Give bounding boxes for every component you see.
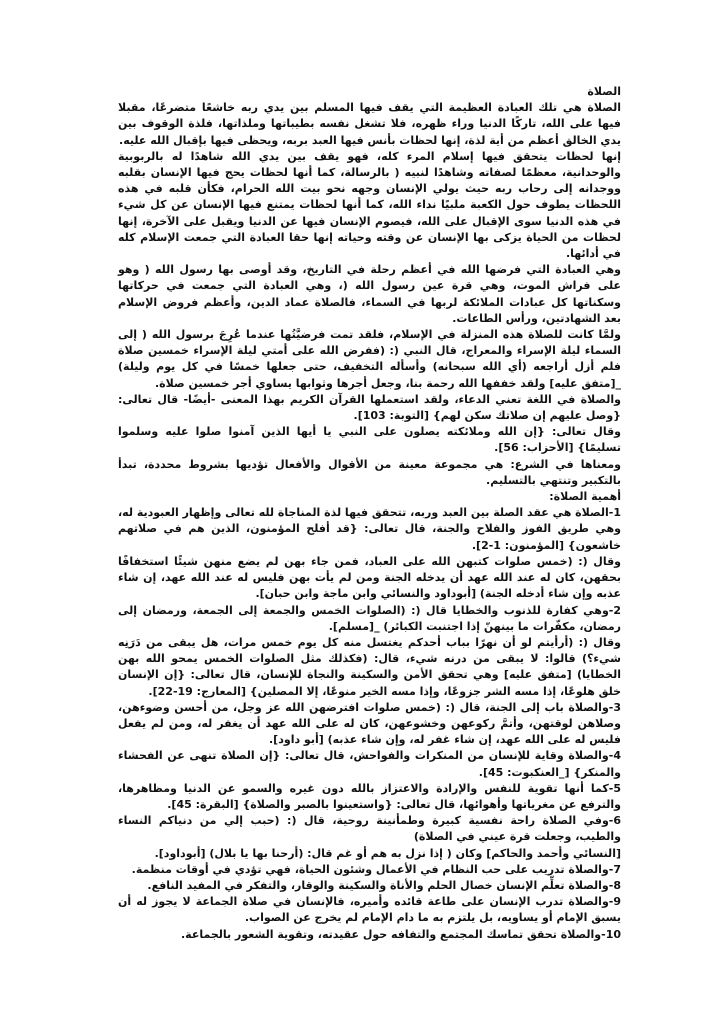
paragraph: والصلاة في اللغة تعني الدعاء، ولقد استعملها القرآن الكريم بهذا المعنى -أيضًا- قال تعالى: {وصل عليهم إن صلاتك سكن لهم} [التوبة: 103]. bbox=[118, 392, 621, 423]
paragraph: 4-والصلاة وقاية للإنسان من المنكرات والفواحش، قال تعالى: {إن الصلاة تنهى عن الفحشاء والمنكر} [_العنكبوت: 45]. bbox=[118, 749, 621, 779]
paragraph: [النسائي وأحمد والحاكم] وكان ( إذا نزل به هم أو غم قال: (أرحنا بها يا بلال) [أبوداود]. bbox=[154, 846, 621, 860]
paragraph: 8-والصلاة تعلِّم الإنسان خصال الحلم والأناة والسكينة والوقار، والتفكر في المفيد النافع. bbox=[147, 878, 621, 892]
section-heading: أهمية الصلاة: bbox=[549, 490, 621, 504]
paragraph: ولمَّا كانت للصلاة هذه المنزلة في الإسلام، فلقد تمت فرضيَّتُها عندما عُرِجَ برسول الله ( إلى السماء ليلة الإسراء والمعراج، قال النبي (: (ففرض الله على أمتي ليلة الإسراء خمسين صلاة فلم أزل أراجعه (أي الله سبحانه) وأسأله التخفيف، حتى جعلها خمسًا في كل يوم وليلة) _[متفق عليه] ولقد خففها الله رحمة بنا، وجعل أجرها وثوابها يساوي أجر خمسين صلاة. bbox=[118, 328, 621, 390]
paragraph: الصلاة هي تلك العبادة العظيمة التي يقف فيها المسلم بين يدي ربه خاشعًا متضرعًا، مقبلا فيها على الله، تاركًا الدنيا وراء ظهره، فلا تشغل نفسه بطيباتها وملذاتها، فلذة الوقوف بين يدي الخالق أعظم من أية لذة، إنها لحظات بأنس فيها العبد بربه، ويحظى فيها بإقبال الله عليه. bbox=[118, 101, 621, 147]
paragraph: إنها لحظات يتحقق فيها إسلام المرء كله، فهو يقف بين يدي الله شاهدًا له بالربوبية والوحدانية، معظمًا لصفاته وشاهدًا لنبيه ( بالرسالة، كما أنها لحظات يحج فيها الإنسان بقلبه ووجدانه إلى رحاب ربه حيث يولي الإنسان وجهه نحو بيت الله الحرام، فكأن قلبه في هذه اللحظات يطوف حول الكعبة ملبيًا نداء الله، كما أنها لحظات يمتنع فيها الإنسان عن كل شيء في هذه الدنيا سوى الإقبال على الله، فيصوم الإنسان فيها عن الدنيا ويقبل على الآخرة، إنها لحظات من الحياة يزكى بها الإنسان عن وقته وحياته إنها حقا العبادة التي جمعت الإسلام كله في أدائها. bbox=[118, 149, 621, 261]
paragraph: ومعناها في الشرع: هي مجموعة معينة من الأقوال والأفعال تؤديها بشروط محددة، تبدأ بالتكبير وتنتهي بالتسليم. bbox=[118, 457, 621, 487]
document-title: الصلاة bbox=[587, 85, 621, 98]
paragraph: 3-والصلاة باب إلى الجنة، قال (: (خمس صلوات افترضهن الله عز وجل، من أحسن وضوءهن، وصلاهن لوقتهن، وأتمَّ ركوعهن وخشوعهن، كان له على الله عهد أن يغفر له، ومن لم يفعل فليس له على الله عهد، إن شاء غفر له، وإن شاء عذبه) [أبو داود]. bbox=[118, 700, 621, 747]
paragraph: 1-الصلاة هي عقد الصلة بين العبد وربه، تتحقق فيها لذة المناجاة لله تعالى وإظهار العبودية له، وهي طريق الفوز والفلاح والجنة، قال تعالى: {قد أفلح المؤمنون، الذين هم في صلاتهم خاشعون} [المؤمنون: 1-2]. bbox=[118, 506, 621, 552]
paragraph: وقال (: (خمس صلوات كتبهن الله على العباد، فمن جاء بهن لم يضع منهن شيئًا استخفافًا بحقهن، كان له عند الله عهد أن يدخله الجنة ومن لم يأت بهن فليس له عند الله عهد، إن شاء عذبه وإن شاء أدخله الجنة) [أبوداود والنسائي وابن ماجة وابن حبان]. bbox=[118, 554, 621, 601]
paragraph: وقال تعالى: {إن الله وملائكته يصلون على النبي يا أيها الذين آمنوا صلوا عليه وسلموا تسليمًا} [الأحزاب: 56]. bbox=[118, 425, 621, 455]
paragraph: وهي العبادة التي فرضها الله في أعظم رحلة في التاريخ، وقد أوصى بها رسول الله ( وهو على فراش الموت، وهي قرة عين رسول الله (، وهي العبادة التي جمعت في حركاتها وسكناتها كل عبادات الملائكة لربها في السماء، فالصلاة عماد الدين، وأعظم فروض الإسلام بعد الشهادتين، ورأس الطاعات. bbox=[118, 263, 621, 325]
paragraph: 6-وفي الصلاة راحة نفسية كبيرة وطمأنينة روحية، قال (: (حبب إلي من دنياكم النساء والطيب، وجعلت قرة عيني في الصلاة) bbox=[118, 814, 621, 844]
paragraph: 10-والصلاة تحقق تماسك المجتمع والتفافه حول عقيدته، وتقوية الشعور بالجماعة. bbox=[180, 927, 621, 941]
paragraph: 9-والصلاة تدرب الإنسان على طاعة قائده وأميره، فالإنسان في صلاة الجماعة لا يجوز له أن يسبق الإمام أو يساويه، بل يلتزم به ما دام الإمام لم يخرج عن الصواب. bbox=[118, 895, 621, 925]
paragraph: 7-والصلاة تدريب على حب النظام في الأعمال وشئون الحياة، فهي تؤدي في أوقات منظمة. bbox=[131, 862, 621, 876]
paragraph: 5-كما أنها تقوية للنفس والإرادة والاعتزاز بالله دون غيره والسمو عن الدنيا ومظاهرها، والترفع عن مغرياتها وأهوائها، قال تعالى: {واستعينوا بالصبر والصلاة} [البقرة: 45]. bbox=[118, 781, 621, 811]
paragraph: وقال (: (أرأيتم لو أن نهرًا بباب أحدكم يغتسل منه كل يوم خمس مرات، هل يبقى من دَرَنِه شيء؟) قالوا: لا يبقى من درنه شيء، قال: (فكذلك مثل الصلوات الخمس يمحو الله بهن الخطايا) [متفق عليه] وهي تحقق الأمن والسكينة والنجاة للإنسان، قال تعالى: {إن الإنسان خلق هلوعًا، إذا مسه الشر جزوعًا، وإذا مسه الخير منوعًا، إلا المصلين} [المعارج: 19-22]. bbox=[118, 635, 621, 698]
paragraph: 2-وهي كفارة للذنوب والخطايا قال (: (الصلوات الخمس والجمعة إلى الجمعة، ورمضان إلى رمضان، مكفّرات ما بينهنّ إذا اجتنبت الكبائر) _[مسلم]. bbox=[118, 603, 621, 633]
